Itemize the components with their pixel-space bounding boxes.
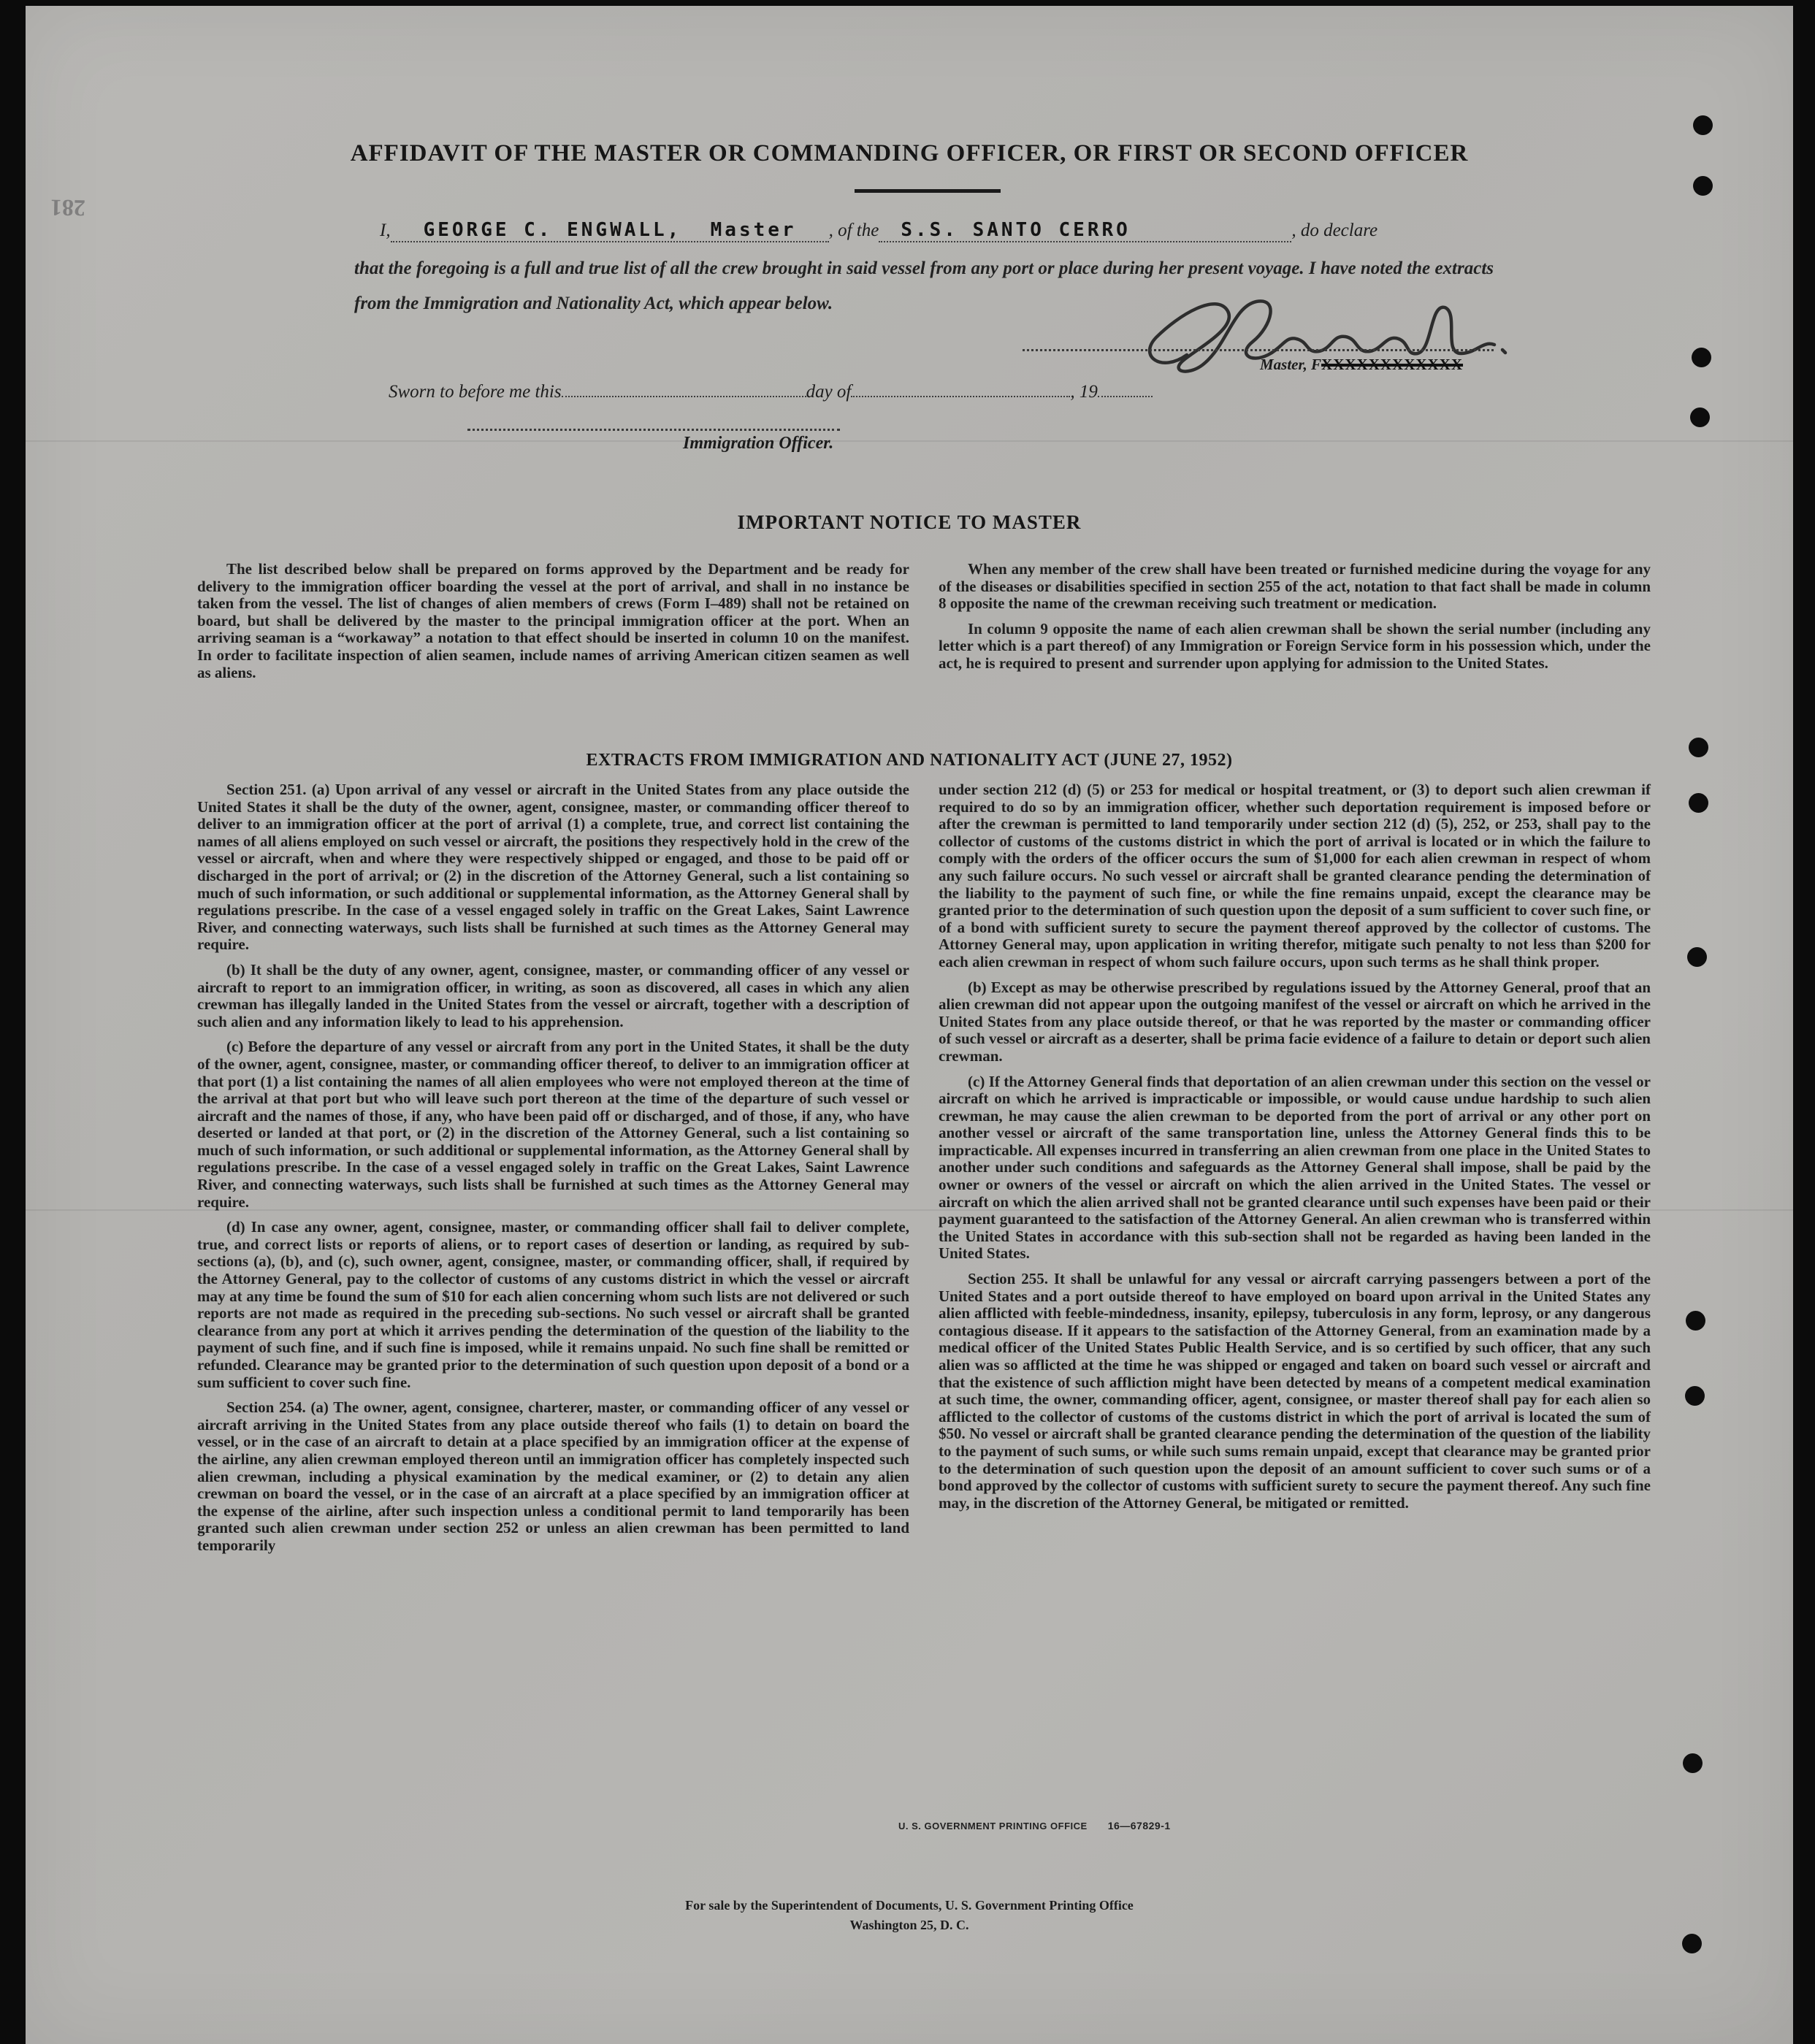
extracts-heading: EXTRACTS FROM IMMIGRATION AND NATIONALITY ACT (JUNE 27, 1952) bbox=[586, 751, 1233, 770]
extracts-right-column bbox=[939, 781, 1651, 1520]
punch-hole bbox=[1690, 407, 1710, 427]
declaration-body-text: that the foregoing is a full and true list of all the crew brought in said vessel from any port or place during her present voyage. I have noted the extracts from the Immigration and Nationality Act, which appear below. bbox=[354, 259, 1494, 313]
extract-paragraph-section-254c: (c) If the Attorney General finds that deportation of an alien crewman under this section on the vessel or aircraft on which he arrived is impracticable or impossible, or would cause undue hardship to such alien crewman, he may cause the alien crewman to be deported from the port of arrival or any other port on another vessel or aircraft of the same transportation line, unless the Attorney General finds this to be impracticable. All expenses incurred in transferring an alien crewman from one place in the United States to another under such conditions and safeguards as the Attorney General shall impose, shall be paid by the owner or owners of the vessel or aircraft on which the alien arrived in the United States. The vessel or aircraft on which the alien arrived shall not be granted clearance until such expenses have been paid or their payment guaranteed to the satisfaction of the Attorney General. An alien crewman who is transferred within the United States in accordance with this sub-section shall not be regarded as having been landed in the United States. bbox=[939, 1072, 1651, 1263]
extract-paragraph-section-251a: Section 251. (a) Upon arrival of any vessel or aircraft in the United States from any place outside the United States it shall be the duty of the owner, agent, consignee, master, or commanding officer thereof to deliver to an immigration officer at the port of arrival (1) a complete, true, and correct list containing the names of all aliens employed on such vessel or aircraft, the positions they respectively hold in the crew of the vessel or aircraft, when and where they were respectively shipped or engaged, and those to be paid off or discharged in the port of arrival; or (2) in the discretion of the Attorney General, such a list containing so much of such information, or such additional or supplemental information, as the Attorney General shall by regulations prescribe. In the case of a vessel engaged solely in traffic on the Great Lakes, Saint Lawrence River, and connecting waterways, such lists shall be furnished at such times as the Attorney General may require. bbox=[197, 781, 909, 954]
sworn-line bbox=[389, 382, 1153, 402]
notice-left-column bbox=[197, 561, 909, 689]
punch-hole bbox=[1685, 1386, 1705, 1406]
punch-hole bbox=[1693, 115, 1713, 135]
sworn-lead-label: Sworn to before me this bbox=[389, 382, 562, 402]
immigration-officer-label: Immigration Officer. bbox=[683, 434, 834, 453]
page-title: AFFIDAVIT OF THE MASTER OR COMMANDING OFFICER, OR FIRST OR SECOND OFFICER bbox=[350, 140, 1469, 166]
immigration-officer-signature-line bbox=[467, 404, 840, 431]
punch-hole bbox=[1682, 1934, 1702, 1953]
paper-crease bbox=[26, 440, 1793, 442]
do-declare-label: , do declare bbox=[1291, 221, 1378, 240]
year-prefix-label: , 19 bbox=[1070, 382, 1098, 402]
master-name-value: GEORGE C. ENGWALL, Master bbox=[423, 219, 797, 241]
master-name-field bbox=[391, 219, 829, 242]
notice-right-column bbox=[939, 561, 1651, 681]
extract-paragraph-section-251b: (b) It shall be the duty of any owner, agent, consignee, master, or commanding officer of any vessel or aircraft to report to an immigration officer, in writing, as soon as discovered, all cases in which any alien crewman has illegally landed in the United States from the vessel or aircraft, together with a description of such alien and any information likely to lead to his apprehension. bbox=[197, 960, 909, 1030]
punch-hole bbox=[1683, 1753, 1703, 1773]
vessel-name-field bbox=[879, 219, 1291, 242]
punch-hole bbox=[1693, 176, 1713, 196]
notice-paragraph: When any member of the crew shall have been treated or furnished medicine during the voyage for any of the diseases or disabilities specified in section 255 of the act, notation to that fact shall be made in column 8 opposite the name of the crewman receiving such treatment or medication. bbox=[939, 560, 1651, 613]
title-underline bbox=[855, 189, 1001, 193]
sale-imprint bbox=[26, 1896, 1793, 1935]
punch-hole bbox=[1692, 348, 1711, 367]
of-the-label: , of the bbox=[828, 221, 879, 240]
extract-paragraph-section-254a: Section 254. (a) The owner, agent, consignee, charterer, master, or commanding officer of any vessel or aircraft arriving in the United States from any place outside thereof who fails (1) to detain on board the vessel, or in the case of an aircraft to detain at a place specified by an immigration officer at the expense of the airline, any alien crewman employed thereon until an immigration officer has completely inspected such alien crewman, including a physical examination by the medical examiner, or (2) to detain any alien crewman on board the vessel, or in the case of an aircraft at a place specified by an immigration officer at the expense of the airline, after such inspection unless a conditional permit to land temporarily has been granted such alien crewman under section 252 or unless an alien crewman has been permitted to land temporarily bbox=[197, 1398, 909, 1554]
extract-paragraph-section-255: Section 255. It shall be unlawful for any vessal or aircraft carrying passengers between a port of the United States and a port outside thereof to have employed on board upon arrival in the United States any alien afflicted with feeble-mindedness, insanity, epilepsy, tuberculosis in any form, leprosy, or any dangerous contagious disease. If it appears to the satisfaction of the Attorney General, from an examination made by a medical officer of the United States Public Health Service, and is so certified by such officer, that any such alien was so afflicted at the time he was shipped or engaged and taken on board such vessel or aircraft and that the existence of such affliction might have been detected by means of a competent medical examination at such time, the owner, commanding officer, agent, consignee, or master thereof shall pay for each alien so afflicted to the collector of customs of the customs district in which the port of arrival is located the sum of $50. No vessel or aircraft shall be granted clearance pending the determination of the question of the liability to the payment of such sums, or while such sums remain unpaid, except that clearance may be granted prior to the determination of such question upon the deposit of an amount sufficient to cover such sums or of a bond approved by the collector of customs with sufficient surety to secure the payment thereof. Any such fine may, in the discretion of the Attorney General, be mitigated or remitted. bbox=[939, 1270, 1651, 1512]
margin-stamp-number: 281 bbox=[50, 194, 86, 222]
sworn-month-field bbox=[851, 396, 1070, 397]
signature-caption-struck-text: XXXXXXXXXXXX bbox=[1321, 356, 1464, 373]
gpo-office-label: U. S. GOVERNMENT PRINTING OFFICE bbox=[898, 1821, 1088, 1831]
extract-paragraph-section-251c: (c) Before the departure of any vessel or aircraft from any port in the United States, it shall be the duty of the owner, agent, consignee, master, or commanding officer thereof, to deliver to an immigration officer at that port (1) a list containing the names of all alien employees who were not employed thereon at the time of the arrival at that port but who will leave such port thereon at the time of the departure of such vessel or aircraft and the names of those, if any, who have been paid off or discharged, and of those, if any, who have deserted or landed at that port, or (2) in the discretion of the Attorney General, such a list containing so much of such information, or such additional or supplemental information, as the Attorney General shall by regulations prescribe. In the case of a vessel engaged solely in traffic on the Great Lakes, Saint Lawrence River, and connecting waterways, such lists shall be furnished at such times as the Attorney General may require. bbox=[197, 1038, 909, 1211]
gpo-imprint bbox=[898, 1820, 1171, 1831]
gpo-job-number: 16—67829-1 bbox=[1107, 1820, 1171, 1831]
vessel-name-value: S.S. SANTO CERRO bbox=[901, 219, 1131, 241]
document-paper bbox=[26, 6, 1793, 2044]
day-of-label: day of bbox=[806, 382, 852, 402]
sale-imprint-line2: Washington 25, D. C. bbox=[849, 1918, 969, 1932]
signature-caption bbox=[1260, 356, 1463, 374]
punch-hole bbox=[1686, 1311, 1705, 1331]
notice-paragraph: In column 9 opposite the name of each alien crewman shall be shown the serial number (including any letter which is a part thereof) of any Immigration or Foreign Service form in his possession which, under the act, he is required to present and surrender upon applying for admission to the United States. bbox=[939, 619, 1651, 672]
punch-hole bbox=[1687, 947, 1707, 967]
sale-imprint-line1: For sale by the Superintendent of Documents, U. S. Government Printing Office bbox=[685, 1898, 1134, 1913]
punch-hole bbox=[1689, 738, 1708, 757]
sworn-year-field bbox=[1098, 396, 1153, 397]
extract-paragraph-section-251d: (d) In case any owner, agent, consignee, master, or commanding officer shall fail to deliver complete, true, and correct lists or reports of aliens, or to report cases of desertion or landing, as required by sub-sections (a), (b), and (c), such owner, agent, consignee, master, or commanding officer, shall, if required by the Attorney General, pay to the collector of customs of any customs district in which the vessel or aircraft may at any time be found the sum of $10 for each alien concerning whom such lists are not delivered or such reports are not made as required in the preceding sub-sections. No such vessel or aircraft shall be granted clearance from any port at which it arrives pending the determination of the question of the liability to the payment of such fine, and if such fine is imposed, while it remains unpaid. No such fine shall be remitted or refunded. Clearance may be granted prior to the determination of such question upon deposit of a bond or a sum sufficient to cover such fine. bbox=[197, 1218, 909, 1391]
declaration-line bbox=[380, 219, 1519, 242]
extracts-left-column bbox=[197, 781, 909, 1563]
signature-line bbox=[1023, 349, 1494, 351]
declaration-i-label: I, bbox=[380, 221, 391, 240]
extract-paragraph-section-254b: (b) Except as may be otherwise prescribed by regulations issued by the Attorney General, proof that an alien crewman did not appear upon the outgoing manifest of the vessel or aircraft on which he arrived in the United States from any place outside thereof, or that he was reported by the master or commanding officer of such vessel or aircraft as a deserter, shall be prima facie evidence of a failure to detain or deport such alien crewman. bbox=[939, 978, 1651, 1065]
punch-hole bbox=[1689, 793, 1708, 813]
sworn-day-field bbox=[562, 396, 806, 397]
extract-paragraph-section-254a-continued: under section 212 (d) (5) or 253 for medical or hospital treatment, or (3) to deport such alien crewman if required to do so by an immigration officer, whether such deportation requirement is imposed before or after the crewman is permitted to land temporarily under section 212 (d) (5), 252, or 253, shall pay to the collector of customs of the customs district in which the port of arrival is located or in which the failure to comply with the orders of the officer occurs the sum of $1,000 for each alien crewman in respect of whom any such failure occurs. No such vessel or aircraft shall be granted clearance pending the determination of the liability to the payment of such fine, or while the fine remains unpaid, except the clearance may be granted prior to the determination of such question upon the deposit of a sum sufficient to cover such fine, or of a bond with sufficient surety to secure the payment thereof approved by the collector of customs. The Attorney General may, upon application in writing therefor, mitigate such penalty to not less than $200 for each alien crewman in respect of whom such failure occurs, upon such terms as he shall think proper. bbox=[939, 781, 1651, 971]
notice-heading: IMPORTANT NOTICE TO MASTER bbox=[737, 511, 1082, 533]
signature-caption-prefix: Master, F bbox=[1260, 356, 1322, 373]
notice-paragraph: The list described below shall be prepared on forms approved by the Department and be ready for delivery to the immigration officer boarding the vessel at the port of arrival, and shall in no instance be taken from the vessel. The list of changes of alien members of crews (Form I–489) shall not be retained on board, but shall be delivered by the master to the principal immigration officer at the port. When an arriving seaman is a “workaway” a notation to that effect should be inserted in column 10 on the manifest. In order to facilitate inspection of alien seamen, include names of arriving American citizen seamen as well as aliens. bbox=[197, 560, 909, 681]
